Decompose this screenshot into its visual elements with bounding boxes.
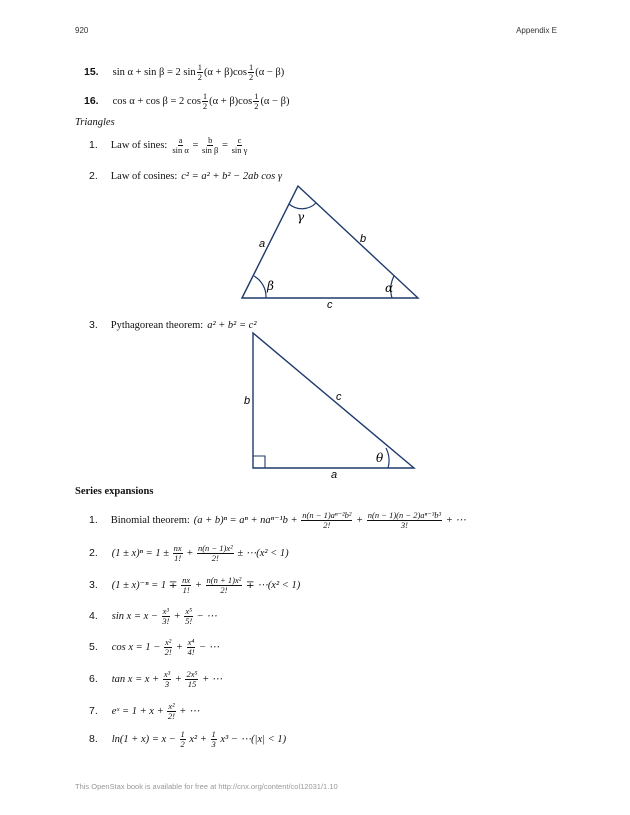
item-number: 3.: [89, 579, 98, 591]
label: Binomial theorem:: [110, 515, 190, 526]
right-angle-marker: [253, 456, 265, 468]
label: Law of cosines:: [110, 171, 178, 182]
item-number: 2.: [89, 547, 98, 559]
formula: $\frac{a}{\text{sin α}}$ = $\frac{b}{\text{sin β}}$ = $\frac{c}{\text{sin γ}}$: [172, 135, 248, 156]
item-number: 16.: [84, 95, 99, 107]
formula: sin x = x − $\frac{\text{x³}}{3!}$ + $\frac{\text{x⁵}}{5!}$ − ⋯: [111, 606, 217, 627]
series-item-3: [89, 575, 300, 595]
formula: a² + b² = c²: [207, 320, 257, 331]
label: Law of sines:: [110, 140, 168, 151]
formula: c² = a² + b² − 2ab cos γ: [181, 171, 282, 182]
section-heading-triangles: Triangles: [75, 117, 115, 128]
angle-arc-beta: [254, 276, 266, 298]
formula: sin α + sin β = 2 sin $\frac{1}{2}$ (α + β)cos $\frac{1}{2}$ (α − β): [112, 62, 285, 83]
series-item-6: [89, 669, 222, 689]
formula: (1 ± x)ⁿ = 1 ± $\frac{nx}{1!}$ + $\frac{\text{n(n − 1)x²}}{2!}$ ± ⋯(x² < 1): [111, 543, 289, 564]
section-heading-series: Series expansions: [75, 486, 154, 497]
side-label-b: b: [244, 395, 251, 407]
angle-label-gamma: γ: [297, 210, 305, 224]
page-number: 920: [75, 26, 89, 35]
formula: cos α + cos β = 2 cos $\frac{1}{2}$ (α + β)cos $\frac{1}{2}$ (α − β): [112, 91, 290, 112]
formula: cos x = 1 − $\frac{\text{x²}}{2!}$ + $\frac{\text{x⁴}}{4!}$ − ⋯: [111, 637, 220, 658]
item-number: 3.: [89, 319, 98, 331]
angle-arc-gamma: [289, 203, 316, 209]
formula: ln(1 + x) = x − $\frac{1}{2}$ x² + $\frac{1}{3}$ x³ − ⋯(|x| < 1): [111, 729, 287, 750]
angle-label-alpha: α: [385, 281, 394, 295]
formula: (a + b)ⁿ = aⁿ + naⁿ⁻¹b + $\frac{\text{n(n − 1)aⁿ⁻²b²}}{2!}$ + $\frac{\text{n(n − 1)(n − 2)aⁿ⁻³b³}}{3!}$ + ⋯: [193, 510, 466, 531]
series-item-5: [89, 637, 219, 657]
series-item-2: [89, 543, 289, 563]
side-label-a: a: [331, 469, 338, 481]
item-number: 2.: [89, 170, 98, 182]
item-number: 1.: [89, 139, 98, 151]
binomial-theorem: [89, 510, 466, 530]
formula: eˣ = 1 + x + $\frac{\text{x²}}{2!}$ + ⋯: [111, 701, 200, 722]
item-number: 6.: [89, 673, 98, 685]
side-label-c: c: [336, 391, 342, 403]
angle-label-theta: θ: [376, 451, 384, 465]
angle-arc-theta: [386, 448, 389, 468]
item-number: 1.: [89, 514, 98, 526]
item-number: 8.: [89, 733, 98, 745]
side-label-b: b: [360, 233, 367, 245]
pythagorean-theorem: [89, 315, 256, 333]
angle-label-beta: β: [267, 279, 274, 293]
item-number: 15.: [84, 66, 99, 78]
label: Pythagorean theorem:: [110, 320, 204, 331]
right-triangle-outline: [253, 333, 414, 468]
item-number: 7.: [89, 705, 98, 717]
running-title: Appendix E: [516, 26, 557, 35]
series-item-4: [89, 606, 217, 626]
formula: (1 ± x)⁻ⁿ = 1 ∓ $\frac{nx}{1!}$ + $\frac{\text{n(n + 1)x²}}{2!}$ ∓ ⋯(x² < 1): [111, 575, 301, 596]
item-number: 5.: [89, 641, 98, 653]
side-label-a: a: [259, 238, 266, 250]
footer-attribution: This OpenStax book is available for free at http://cnx.org/content/col12031/1.10: [75, 782, 338, 791]
series-item-7: [89, 701, 199, 721]
series-item-8: [89, 729, 286, 749]
side-label-c: c: [327, 299, 333, 311]
item-number: 4.: [89, 610, 98, 622]
formula: tan x = x + $\frac{\text{x³}}{3}$ + $\frac{\text{2x⁵}}{15}$ + ⋯: [111, 669, 223, 690]
